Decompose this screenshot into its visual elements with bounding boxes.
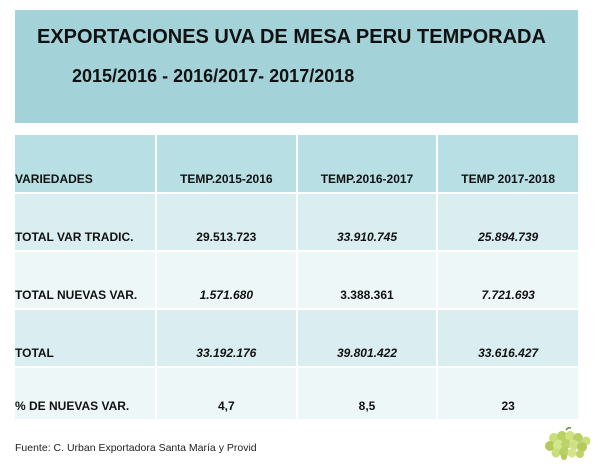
table-row [15,309,578,367]
header-cell-2015-2016: TEMP.2015-2016 [156,135,297,193]
table-cell: 25.894.739 [478,230,539,244]
table-cell: 39.801.422 [297,309,438,367]
grapes-icon [540,426,592,460]
percent-cell: 8,5 [297,367,438,420]
title-line-2: 2015/2016 - 2016/2017- 2017/2018 [72,66,355,86]
table-cell: 33.910.745 [297,193,438,251]
percent-cell: 4,7 [156,367,297,420]
row-label: TOTAL [15,309,156,367]
table-row [15,193,578,251]
exports-table [15,135,578,421]
table-cell: 33.616.427 [478,346,539,360]
row-label: % DE NUEVAS VAR. [15,367,156,420]
source-footnote: Fuente: C. Urban Exportadora Santa María y Provid [15,442,257,454]
title-line-1: EXPORTACIONES UVA DE MESA PERU TEMPORADA [37,26,546,48]
header-cell-2017-2018: TEMP 2017-2018 [461,172,556,186]
table-cell: 33.192.176 [156,309,297,367]
header-cell-2016-2017: TEMP.2016-2017 [297,135,438,193]
table-row [15,251,578,309]
table-row [15,367,578,420]
table-cell: 29.513.723 [156,193,297,251]
table-cell: 7.721.693 [481,288,535,302]
table-cell: 3.388.361 [297,251,438,309]
table-cell: 1.571.680 [156,251,297,309]
row-label: TOTAL VAR TRADIC. [15,193,156,251]
table-header-row [15,135,578,193]
row-label: TOTAL NUEVAS VAR. [15,251,156,309]
percent-cell: 23 [501,399,515,413]
title-banner [15,10,578,123]
header-cell-variedades: VARIEDADES [15,135,156,193]
